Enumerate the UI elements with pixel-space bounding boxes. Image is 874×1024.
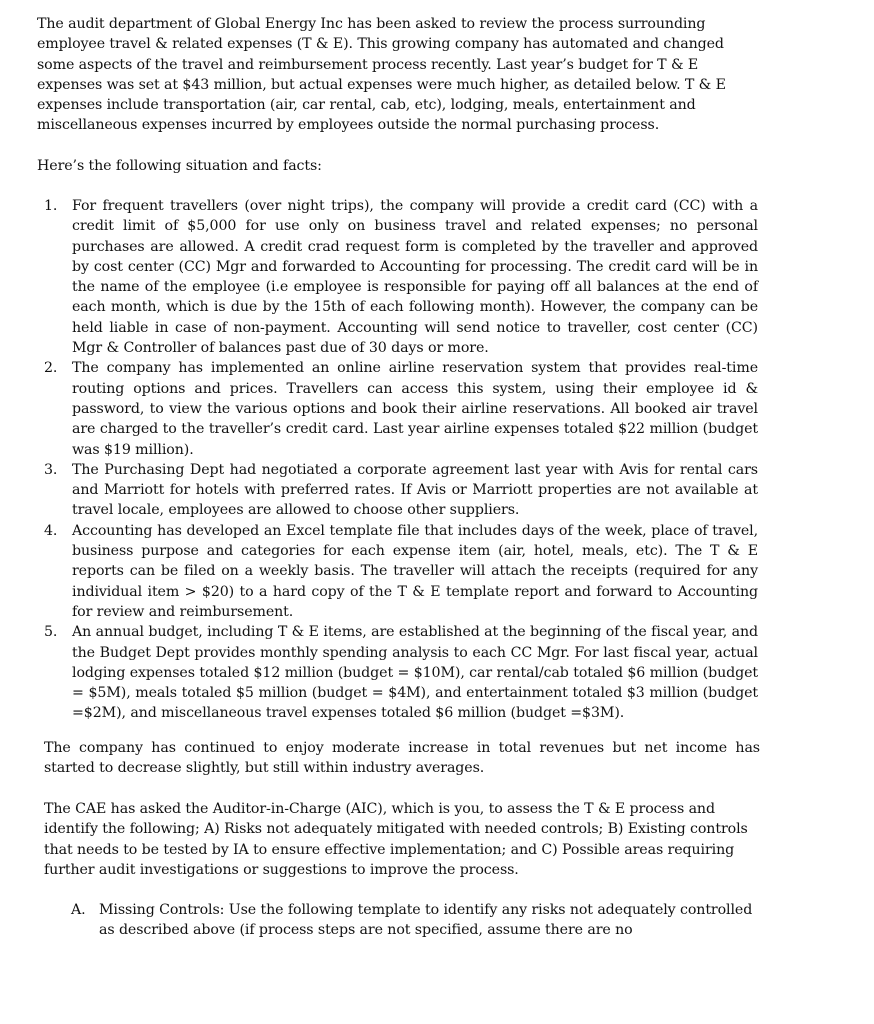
facts-list	[44, 196, 758, 724]
list-item-number: 1.	[44, 198, 58, 214]
list-item-number: 5.	[44, 624, 58, 641]
list-item	[44, 521, 758, 622]
list-item	[44, 460, 758, 521]
section-a-letter: A.	[71, 902, 86, 918]
list-item	[44, 196, 758, 358]
list-item-text: An annual budget, including T & E items, are established at the beginning of the fiscal year, and the Budget Dept provides monthly spending analysis to each CC Mgr. For last fiscal year, actual lodging expenses totaled $12 million (budget = $10M), car rental/cab totaled $6 million (budget = $5M), meals totaled $5 million (budget = $4M), and entertainment totaled $3 million (budget =$2M), and miscellaneous travel expenses totaled $6 million (budget =$3M).	[72, 624, 758, 722]
list-item-number: 4.	[44, 522, 58, 539]
situation-heading: Here’s the following situation and facts:	[37, 158, 322, 174]
revenue-note-paragraph: The company has continued to enjoy moderate increase in total revenues but net income has started to decrease slightly, but still within industry averages.	[44, 740, 760, 777]
list-item-text: The Purchasing Dept had negotiated a corporate agreement last year with Avis for rental cars and Marriott for hotels with preferred rates. If Avis or Marriott properties are not available at travel locale, employees are allowed to choose other suppliers.	[72, 461, 758, 519]
list-item-number: 3.	[44, 461, 58, 478]
list-item-number: 2.	[44, 360, 58, 377]
cae-request-paragraph: The CAE has asked the Auditor-in-Charge (AIC), which is you, to assess the T & E process and identify the following; A) Risks not adequately mitigated with needed controls; B) Existing controls that needs to be tested by IA to ensure effective implementation; and C) Possible areas requiring further audit investigations or suggestions to improve the process.	[44, 801, 748, 878]
list-item-text: The company has implemented an online airline reservation system that provides real-time routing options and prices. Travellers can access this system, using their employee id & password, to view the various options and book their airline reservations. All booked air travel are charged to the traveller’s credit card. Last year airline expenses totaled $22 million (budget was $19 million).	[72, 360, 758, 458]
list-item	[44, 358, 758, 459]
intro-paragraph: The audit department of Global Energy Inc has been asked to review the process surrounding employee travel & related expenses (T & E). This growing company has automated and changed some aspects of the travel and reimbursement process recently. Last year’s budget for T & E expenses was set at $43 million, but actual expenses were much higher, as detailed below. T & E expenses include transportation (air, car rental, cab, etc), lodging, meals, entertainment and miscellaneous expenses incurred by employees outside the normal purchasing process.	[37, 16, 726, 134]
section-a-text: Missing Controls: Use the following template to identify any risks not adequately controlled as described above (if process steps are not specified, assume there are no	[99, 902, 753, 939]
list-item-text: Accounting has developed an Excel template file that includes days of the week, place of travel, business purpose and categories for each expense item (air, hotel, meals, etc). The T & E reports can be filed on a weekly basis. The traveller will attach the receipts (required for any individual item > $20) to a hard copy of the T & E template report and forward to Accounting for review and reimbursement.	[72, 522, 758, 620]
list-item-text: For frequent travellers (over night trips), the company will provide a credit card (CC) with a credit limit of $5,000 for use only on business travel and related expenses; no personal purchases are allowed. A credit crad request form is completed by the traveller and approved by cost center (CC) Mgr and forwarded to Accounting for processing. The credit card will be in the name of the employee (i.e employee is responsible for paying off all balances at the end of each month, which is due by the 15th of each following month). However, the company can be held liable in case of non-payment. Accounting will send notice to traveller, cost center (CC) Mgr & Controller of balances past due of 30 days or more.	[72, 198, 758, 357]
section-a-item	[71, 900, 759, 941]
list-item	[44, 622, 758, 723]
